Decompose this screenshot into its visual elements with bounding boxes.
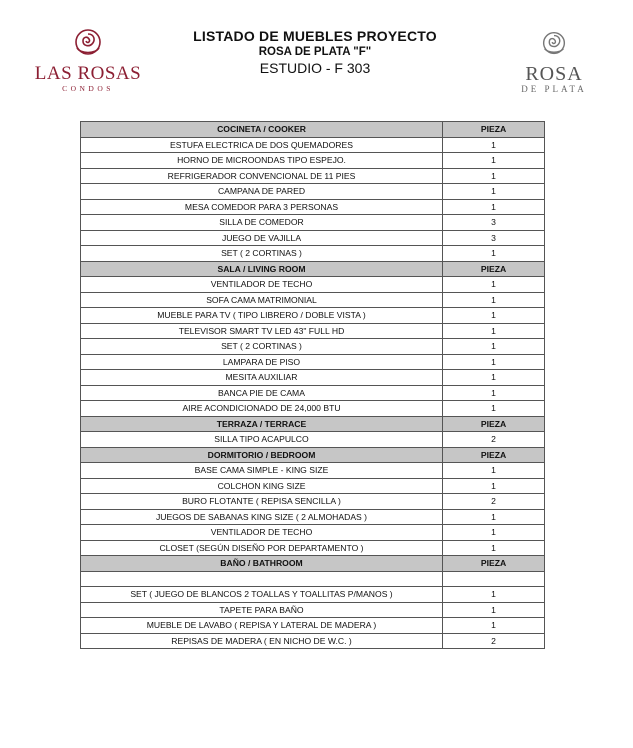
section-title: SALA / LIVING ROOM bbox=[81, 261, 443, 277]
table-row bbox=[81, 168, 545, 184]
table-row bbox=[81, 385, 545, 401]
item-name: SET ( 2 CORTINAS ) bbox=[81, 246, 443, 262]
item-name: SILLA DE COMEDOR bbox=[81, 215, 443, 231]
item-quantity: 1 bbox=[443, 602, 545, 618]
table-row bbox=[81, 540, 545, 556]
item-quantity: 1 bbox=[443, 168, 545, 184]
section-header-row bbox=[81, 447, 545, 463]
table-row bbox=[81, 525, 545, 541]
item-quantity: 1 bbox=[443, 478, 545, 494]
inventory-body bbox=[81, 122, 545, 649]
item-name: BANCA PIE DE CAMA bbox=[81, 385, 443, 401]
item-name: JUEGO DE VAJILLA bbox=[81, 230, 443, 246]
item-quantity: 1 bbox=[443, 339, 545, 355]
quantity-header: PIEZA bbox=[443, 416, 545, 432]
item-quantity: 1 bbox=[443, 463, 545, 479]
item-name: CLOSET (SEGÚN DISEÑO POR DEPARTAMENTO ) bbox=[81, 540, 443, 556]
project-name: ROSA DE PLATA "F" bbox=[258, 46, 372, 58]
item-quantity: 1 bbox=[443, 277, 545, 293]
section-title: COCINETA / COOKER bbox=[81, 122, 443, 138]
item-quantity: 1 bbox=[443, 370, 545, 386]
quantity-header: PIEZA bbox=[443, 556, 545, 572]
item-name: REFRIGERADOR CONVENCIONAL DE 11 PIES bbox=[81, 168, 443, 184]
left-logo-name: LAS ROSAS bbox=[34, 63, 142, 84]
table-row bbox=[81, 401, 545, 417]
item-quantity: 1 bbox=[443, 618, 545, 634]
table-row bbox=[81, 432, 545, 448]
item-quantity: 1 bbox=[443, 401, 545, 417]
item-quantity: 1 bbox=[443, 199, 545, 215]
quantity-header: PIEZA bbox=[443, 122, 545, 138]
furniture-inventory-table bbox=[80, 121, 545, 649]
item-quantity: 2 bbox=[443, 633, 545, 649]
item-name: VENTILADOR DE TECHO bbox=[81, 525, 443, 541]
item-quantity: 1 bbox=[443, 354, 545, 370]
item-quantity: 1 bbox=[443, 137, 545, 153]
item-quantity: 1 bbox=[443, 540, 545, 556]
item-quantity: 1 bbox=[443, 308, 545, 324]
right-logo-subtitle: DE PLATA bbox=[521, 84, 587, 94]
section-header-row bbox=[81, 122, 545, 138]
left-logo-subtitle: CONDOS bbox=[62, 84, 114, 93]
table-row bbox=[81, 463, 545, 479]
table-row bbox=[81, 246, 545, 262]
table-row bbox=[81, 602, 545, 618]
item-name: REPISAS DE MADERA ( EN NICHO DE W.C. ) bbox=[81, 633, 443, 649]
item-quantity: 1 bbox=[443, 153, 545, 169]
section-title: TERRAZA / TERRACE bbox=[81, 416, 443, 432]
item-name: SET ( JUEGO DE BLANCOS 2 TOALLAS Y TOALLITAS P/MANOS ) bbox=[81, 587, 443, 603]
table-row bbox=[81, 478, 545, 494]
table-row bbox=[81, 230, 545, 246]
item-name: AIRE ACONDICIONADO DE 24,000 BTU bbox=[81, 401, 443, 417]
table-row bbox=[81, 633, 545, 649]
table-row bbox=[81, 215, 545, 231]
item-quantity: 3 bbox=[443, 230, 545, 246]
item-quantity: 1 bbox=[443, 587, 545, 603]
title-block bbox=[180, 28, 450, 76]
section-title: BAÑO / BATHROOM bbox=[81, 556, 443, 572]
document-title: LISTADO DE MUEBLES PROYECTO bbox=[193, 28, 437, 44]
section-header-row bbox=[81, 261, 545, 277]
item-quantity: 1 bbox=[443, 525, 545, 541]
item-quantity bbox=[443, 571, 545, 587]
item-name: SILLA TIPO ACAPULCO bbox=[81, 432, 443, 448]
section-header-row bbox=[81, 416, 545, 432]
document-header bbox=[0, 0, 633, 110]
table-row bbox=[81, 509, 545, 525]
table-row bbox=[81, 277, 545, 293]
item-name: TAPETE PARA BAÑO bbox=[81, 602, 443, 618]
table-row bbox=[81, 571, 545, 587]
item-quantity: 2 bbox=[443, 494, 545, 510]
item-quantity: 2 bbox=[443, 432, 545, 448]
table-row bbox=[81, 323, 545, 339]
table-row bbox=[81, 494, 545, 510]
item-name: CAMPANA DE PARED bbox=[81, 184, 443, 200]
item-name: HORNO DE MICROONDAS TIPO ESPEJO. bbox=[81, 153, 443, 169]
item-name: MESA COMEDOR PARA 3 PERSONAS bbox=[81, 199, 443, 215]
table-row bbox=[81, 587, 545, 603]
item-name: JUEGOS DE SABANAS KING SIZE ( 2 ALMOHADAS ) bbox=[81, 509, 443, 525]
item-quantity: 1 bbox=[443, 509, 545, 525]
section-title: DORMITORIO / BEDROOM bbox=[81, 447, 443, 463]
table-row bbox=[81, 354, 545, 370]
item-name: LAMPARA DE PISO bbox=[81, 354, 443, 370]
las-rosas-logo bbox=[26, 26, 150, 98]
unit-label: ESTUDIO - F 303 bbox=[259, 60, 371, 76]
item-name: SET ( 2 CORTINAS ) bbox=[81, 339, 443, 355]
item-name: MUEBLE PARA TV ( TIPO LIBRERO / DOBLE VISTA ) bbox=[81, 308, 443, 324]
rose-icon bbox=[538, 28, 570, 60]
table-row bbox=[81, 153, 545, 169]
item-name: MUEBLE DE LAVABO ( REPISA Y LATERAL DE MADERA ) bbox=[81, 618, 443, 634]
item-name: BURO FLOTANTE ( REPISA SENCILLA ) bbox=[81, 494, 443, 510]
table-row bbox=[81, 292, 545, 308]
table-row bbox=[81, 199, 545, 215]
item-quantity: 3 bbox=[443, 215, 545, 231]
item-name: TELEVISOR SMART TV LED 43" FULL HD bbox=[81, 323, 443, 339]
quantity-header: PIEZA bbox=[443, 261, 545, 277]
item-name: SOFA CAMA MATRIMONIAL bbox=[81, 292, 443, 308]
item-quantity: 1 bbox=[443, 246, 545, 262]
table-row bbox=[81, 184, 545, 200]
item-quantity: 1 bbox=[443, 385, 545, 401]
item-name: COLCHON KING SIZE bbox=[81, 478, 443, 494]
item-quantity: 1 bbox=[443, 292, 545, 308]
table-row bbox=[81, 370, 545, 386]
item-name bbox=[81, 571, 443, 587]
rosa-de-plata-logo bbox=[506, 28, 602, 100]
rose-icon bbox=[71, 26, 105, 60]
item-name: VENTILADOR DE TECHO bbox=[81, 277, 443, 293]
table-row bbox=[81, 137, 545, 153]
right-logo-name: ROSA bbox=[525, 63, 583, 85]
item-name: ESTUFA ELECTRICA DE DOS QUEMADORES bbox=[81, 137, 443, 153]
section-header-row bbox=[81, 556, 545, 572]
item-quantity: 1 bbox=[443, 323, 545, 339]
item-quantity: 1 bbox=[443, 184, 545, 200]
table-row bbox=[81, 308, 545, 324]
quantity-header: PIEZA bbox=[443, 447, 545, 463]
table-row bbox=[81, 339, 545, 355]
item-name: BASE CAMA SIMPLE - KING SIZE bbox=[81, 463, 443, 479]
item-name: MESITA AUXILIAR bbox=[81, 370, 443, 386]
table-row bbox=[81, 618, 545, 634]
